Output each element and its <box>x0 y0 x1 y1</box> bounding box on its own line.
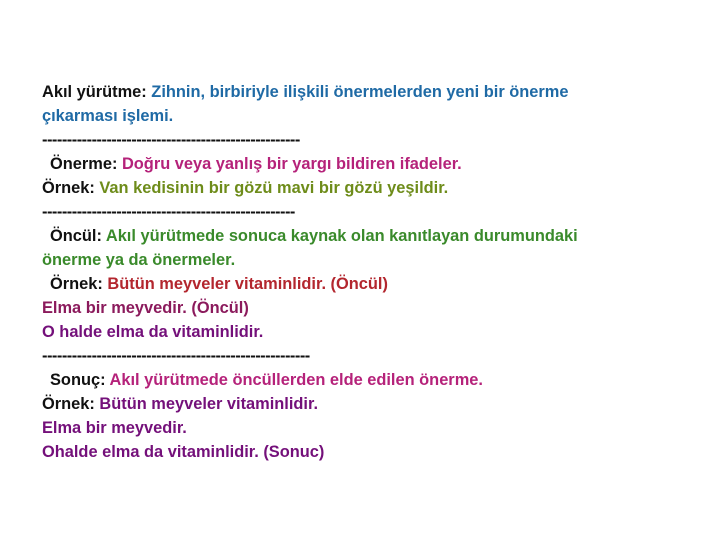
example-label: Örnek: <box>42 179 95 197</box>
example-text-line: Ohalde elma da vitaminlidir. (Sonuc) <box>42 443 325 461</box>
definition-sonuc <box>42 368 682 392</box>
term-label: Önerme: <box>50 155 118 173</box>
term-definition: Akıl yürütmede sonuca kaynak olan kanıtlayan durumundaki <box>101 227 578 245</box>
example-text: Bütün meyveler vitaminlidir. (Öncül) <box>102 275 388 293</box>
definition-akil-yurutme <box>42 80 682 104</box>
term-definition-continued: önerme ya da önermeler. <box>42 251 236 269</box>
example-oncul <box>42 272 682 296</box>
example-text-line: Elma bir meyvedir. <box>42 419 187 437</box>
separator: --------------------------------------------------- <box>42 203 295 221</box>
example-text-line: Elma bir meyvedir. (Öncül) <box>42 299 249 317</box>
example-onerme <box>42 176 682 200</box>
term-definition-continued: çıkarması işlemi. <box>42 107 174 125</box>
separator: ------------------------------------------------------ <box>42 347 310 365</box>
term-definition: Zihnin, birbiriyle ilişkili önermelerden yeni bir önerme <box>146 83 569 101</box>
term-definition: Akıl yürütmede öncüllerden elde edilen önerme. <box>105 371 483 389</box>
definition-onerme <box>42 152 682 176</box>
example-text: Van kedisinin bir gözü mavi bir gözü yeşildir. <box>94 179 449 197</box>
term-definition: Doğru veya yanlış bir yargı bildiren ifadeler. <box>117 155 462 173</box>
example-text: Bütün meyveler vitaminlidir. <box>94 395 319 413</box>
example-label: Örnek: <box>50 275 103 293</box>
example-label: Örnek: <box>42 395 95 413</box>
term-label: Sonuç: <box>50 371 106 389</box>
term-label: Akıl yürütme: <box>42 83 147 101</box>
example-text-line: O halde elma da vitaminlidir. <box>42 323 264 341</box>
text-block <box>42 80 682 464</box>
separator: ---------------------------------------------------- <box>42 131 300 149</box>
definition-oncul <box>42 224 682 248</box>
term-label: Öncül: <box>50 227 102 245</box>
example-sonuc <box>42 392 682 416</box>
